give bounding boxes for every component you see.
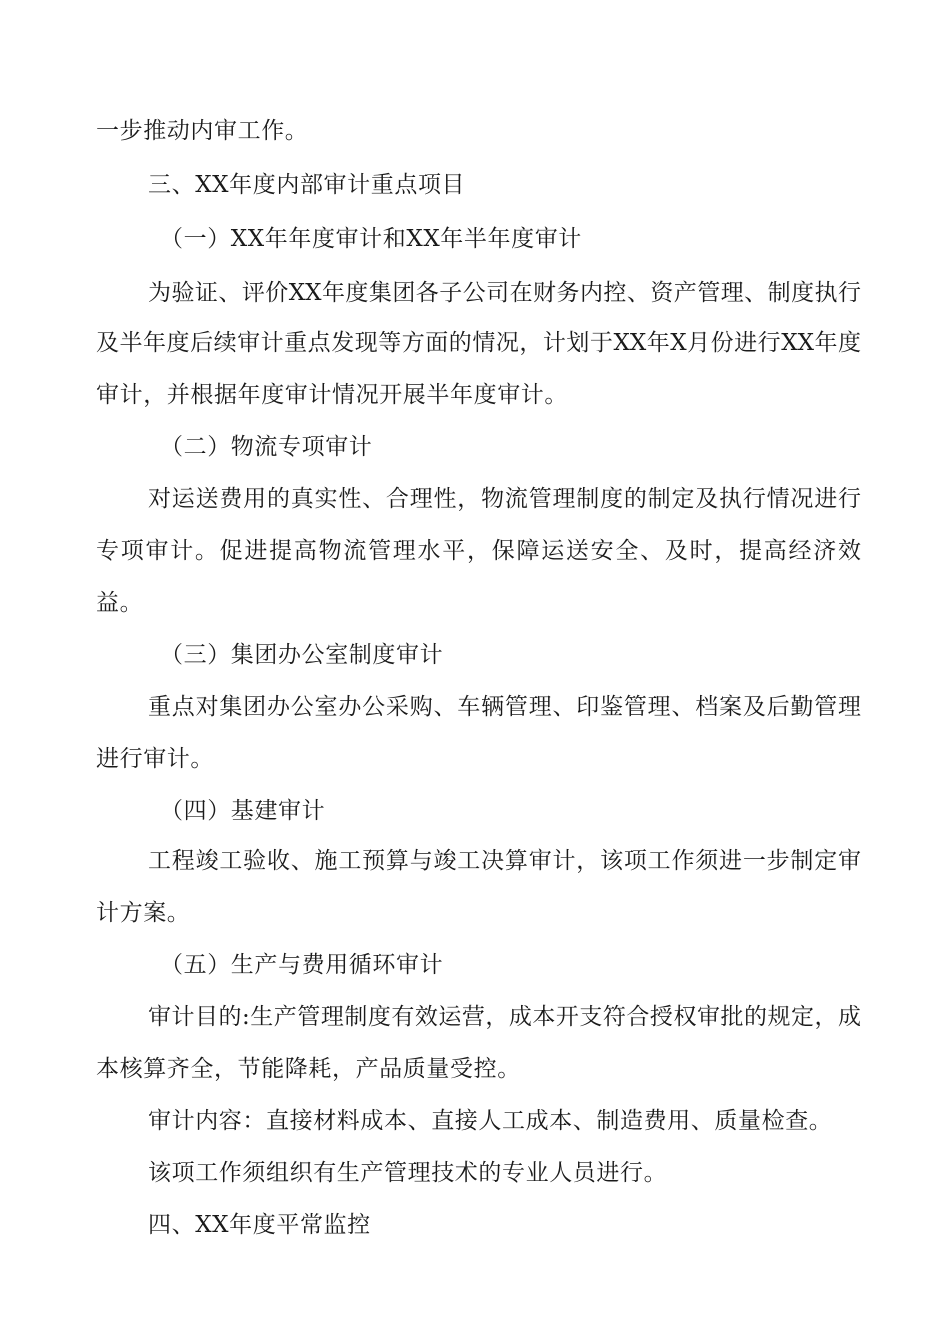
text-line-continuation: 一步推动内审工作。 [96, 118, 309, 144]
paragraph-line: 益。 [96, 590, 144, 616]
paragraph-line: 审计目的:生产管理制度有效运营，成本开支符合授权审批的规定，成 [148, 1004, 861, 1030]
paragraph-line: 本核算齐全，节能降耗，产品质量受控。 [96, 1056, 521, 1082]
paragraph-line: 审计，并根据年度审计情况开展半年度审计。 [96, 382, 568, 408]
paragraph-line: 工程竣工验收、施工预算与竣工决算审计，该项工作须进一步制定审 [148, 848, 861, 874]
paragraph-line: 重点对集团办公室办公采购、车辆管理、印鉴管理、档案及后勤管理 [148, 694, 861, 720]
paragraph-line: 为验证、评价XX年度集团各子公司在财务内控、资产管理、制度执行 [148, 280, 861, 306]
paragraph-line: 进行审计。 [96, 746, 214, 772]
subheading-3: （三）集团办公室制度审计 [160, 642, 444, 668]
paragraph-line: 对运送费用的真实性、合理性，物流管理制度的制定及执行情况进行 [148, 486, 861, 512]
paragraph-line: 专项审计。促进提高物流管理水平，保障运送安全、及时，提高经济效 [96, 538, 861, 564]
subheading-5: （五）生产与费用循环审计 [160, 952, 444, 978]
paragraph-line: 计方案。 [96, 900, 191, 926]
subheading-1: （一）XX年年度审计和XX年半年度审计 [160, 226, 582, 252]
section-heading-3: 三、XX年度内部审计重点项目 [148, 172, 466, 198]
paragraph-line: 审计内容：直接材料成本、直接人工成本、制造费用、质量检查。 [148, 1108, 833, 1134]
paragraph-line: 及半年度后续审计重点发现等方面的情况，计划于XX年X月份进行XX年度 [96, 330, 861, 356]
subheading-2: （二）物流专项审计 [160, 434, 373, 460]
subheading-4: （四）基建审计 [160, 798, 326, 824]
paragraph-line: 该项工作须组织有生产管理技术的专业人员进行。 [148, 1160, 668, 1186]
section-heading-4: 四、XX年度平常监控 [148, 1212, 371, 1238]
